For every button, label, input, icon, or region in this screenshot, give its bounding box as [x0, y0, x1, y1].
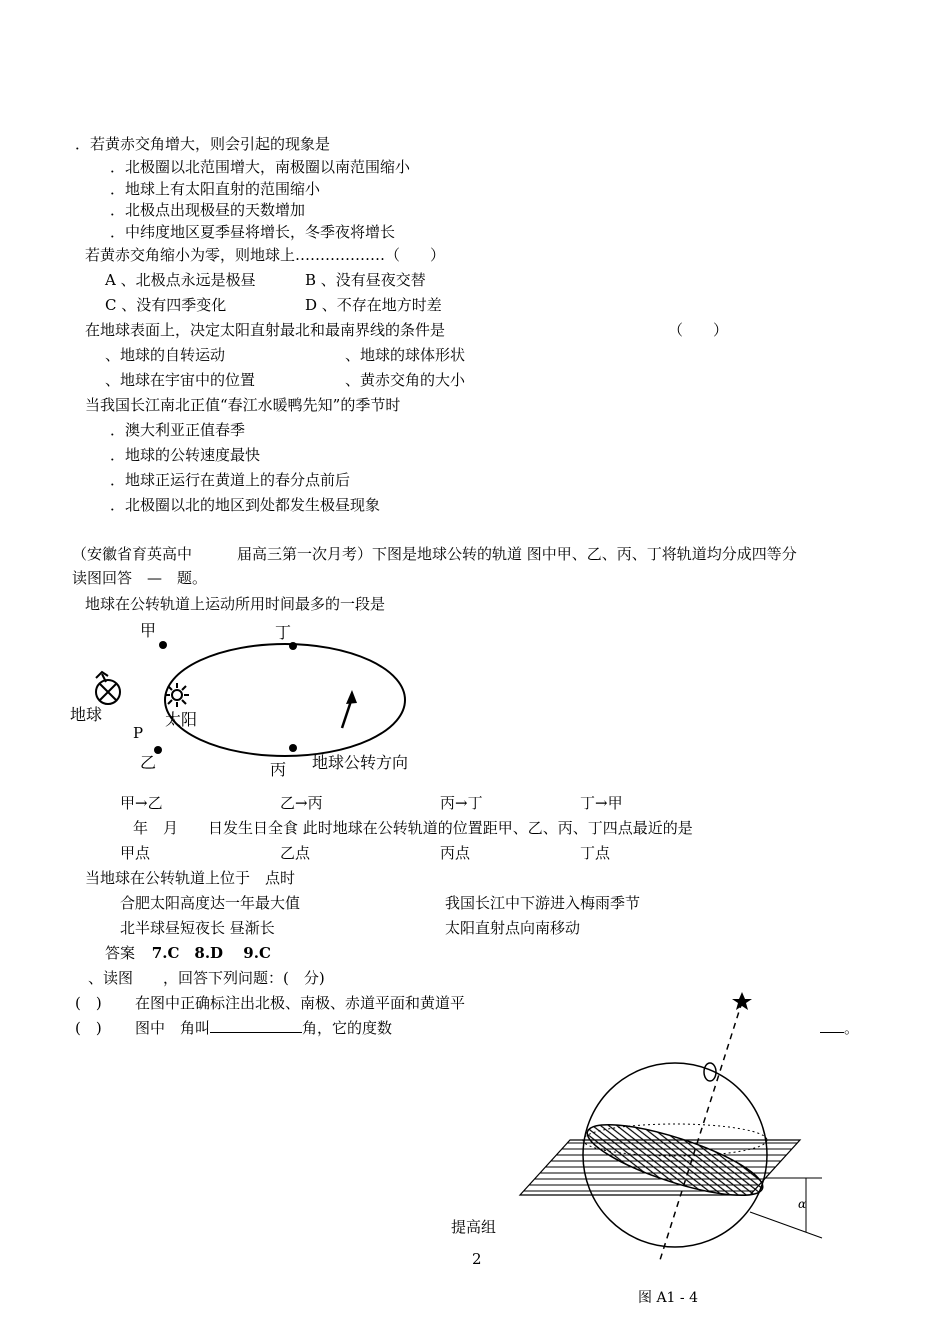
option-d: ．北极圈以北的地区到处都发生极昼现象 [110, 496, 381, 514]
figure-caption: 图 A1 - 4 [638, 1290, 699, 1306]
point-p-label: P [133, 724, 144, 742]
orbit-intro-line1: （安徽省育英高中 届高三第一次月考）下图是地球公转的轨道 图中甲、乙、丙、丁将轨道均分成四等分 [72, 545, 797, 563]
direction-label: 地球公转方向 [312, 753, 409, 772]
sphere-figure [510, 990, 840, 1310]
answer-line [105, 943, 271, 963]
q9-option-b: 我国长江中下游进入梅雨季节 [445, 894, 641, 912]
alpha-label: α [798, 1197, 807, 1211]
q-read-stem: 、读图 ，回答下列问题：( 分) [88, 969, 325, 987]
option-a: 、地球的自转运动 [105, 346, 226, 364]
point-bing-label: 丙 [270, 760, 287, 779]
option-a: ．澳大利亚正值春季 [110, 421, 246, 439]
point-ding-label: 丁 [275, 623, 292, 642]
angle-line-bottom [750, 1212, 822, 1238]
question-stem: 若黄赤交角缩小为零，则地球上………………（ ） [85, 246, 446, 264]
answer-values: 7.C 8.D 9.C [151, 944, 271, 962]
q-read-part2-text-a: 图中 角叫 [135, 1019, 211, 1037]
section-label: 提高组 [451, 1218, 497, 1236]
polaris-star-icon [732, 992, 752, 1010]
orbit-intro-line2: 读图回答 — 题。 [72, 569, 208, 587]
q8-option-d: 丁点 [580, 844, 611, 862]
option-a: ．北极圈以北范围增大，南极圈以南范围缩小 [110, 158, 411, 176]
q-read-part2 [135, 1018, 392, 1038]
orbit-figure [60, 610, 460, 790]
answer-paren: （ ） [668, 321, 729, 339]
q-read-part2-num: ( ) [75, 1019, 102, 1037]
q8-option-c: 丙点 [440, 844, 471, 862]
q7-stem: 地球在公转轨道上运动所用时间最多的一段是 [85, 595, 386, 613]
q7-option-b: 乙→丙 [280, 794, 323, 812]
option-b: ．地球上有太阳直射的范围缩小 [110, 180, 321, 198]
option-c: 、地球在宇宙中的位置 [105, 371, 256, 389]
earth-label: 地球 [70, 705, 103, 724]
point-jia-label: 甲 [140, 621, 157, 640]
earth-axis [660, 1002, 742, 1260]
option-c: C 、没有四季变化 [105, 296, 227, 314]
option-a: A 、北极点永远是极昼 [105, 271, 256, 289]
option-d: D 、不存在地方时差 [305, 296, 442, 314]
q9-option-c: 北半球昼短夜长 昼渐长 [120, 919, 275, 937]
end-mark: 。 [844, 1019, 860, 1037]
earth-icon [96, 672, 120, 704]
question-stem: ．若黄赤交角增大，则会引起的现象是 [75, 135, 331, 153]
q7-option-a: 甲→乙 [120, 794, 163, 812]
point-jia-marker [159, 641, 167, 649]
answer-label: 答案 [105, 944, 136, 962]
sun-icon [165, 683, 189, 707]
option-b: B 、没有昼夜交替 [305, 271, 426, 289]
q-read-part1-text: 在图中正确标注出北极、南极、赤道平面和黄道平 [135, 994, 466, 1012]
direction-arrow-icon [342, 690, 357, 728]
q8-option-a: 甲点 [120, 844, 151, 862]
option-b: ．地球的公转速度最快 [110, 446, 261, 464]
q7-option-c: 丙→丁 [440, 794, 483, 812]
orbit-ellipse [165, 644, 405, 756]
page-number: 2 [472, 1250, 482, 1268]
option-d: 、黄赤交角的大小 [345, 371, 466, 389]
q-read-part1-num: ( ) [75, 994, 102, 1012]
q9-option-d: 太阳直射点向南移动 [445, 919, 581, 937]
option-d: ．中纬度地区夏季昼将增长，冬季夜将增长 [110, 223, 396, 241]
point-bing-marker [289, 744, 297, 752]
answer-blank[interactable] [210, 1018, 302, 1033]
q9-option-a: 合肥太阳高度达一年最大值 [120, 894, 301, 912]
point-yi-label: 乙 [140, 753, 157, 772]
q7-option-d: 丁→甲 [580, 794, 623, 812]
option-b: 、地球的球体形状 [345, 346, 466, 364]
q-read-part2-text-b: 角，它的度数 [302, 1019, 393, 1037]
question-stem: 当我国长江南北正值“春江水暖鸭先知”的季节时 [85, 396, 401, 414]
question-stem: 在地球表面上，决定太阳直射最北和最南界线的条件是 [85, 321, 446, 339]
option-c: ．北极点出现极昼的天数增加 [110, 201, 306, 219]
option-c: ．地球正运行在黄道上的春分点前后 [110, 471, 351, 489]
q9-stem: 当地球在公转轨道上位于 点时 [85, 869, 296, 887]
sun-label: 太阳 [165, 710, 198, 729]
q8-stem: 年 月 日发生日全食 此时地球在公转轨道的位置距甲、乙、丙、丁四点最近的是 [118, 819, 693, 837]
q8-option-b: 乙点 [280, 844, 311, 862]
point-ding-marker [289, 642, 297, 650]
